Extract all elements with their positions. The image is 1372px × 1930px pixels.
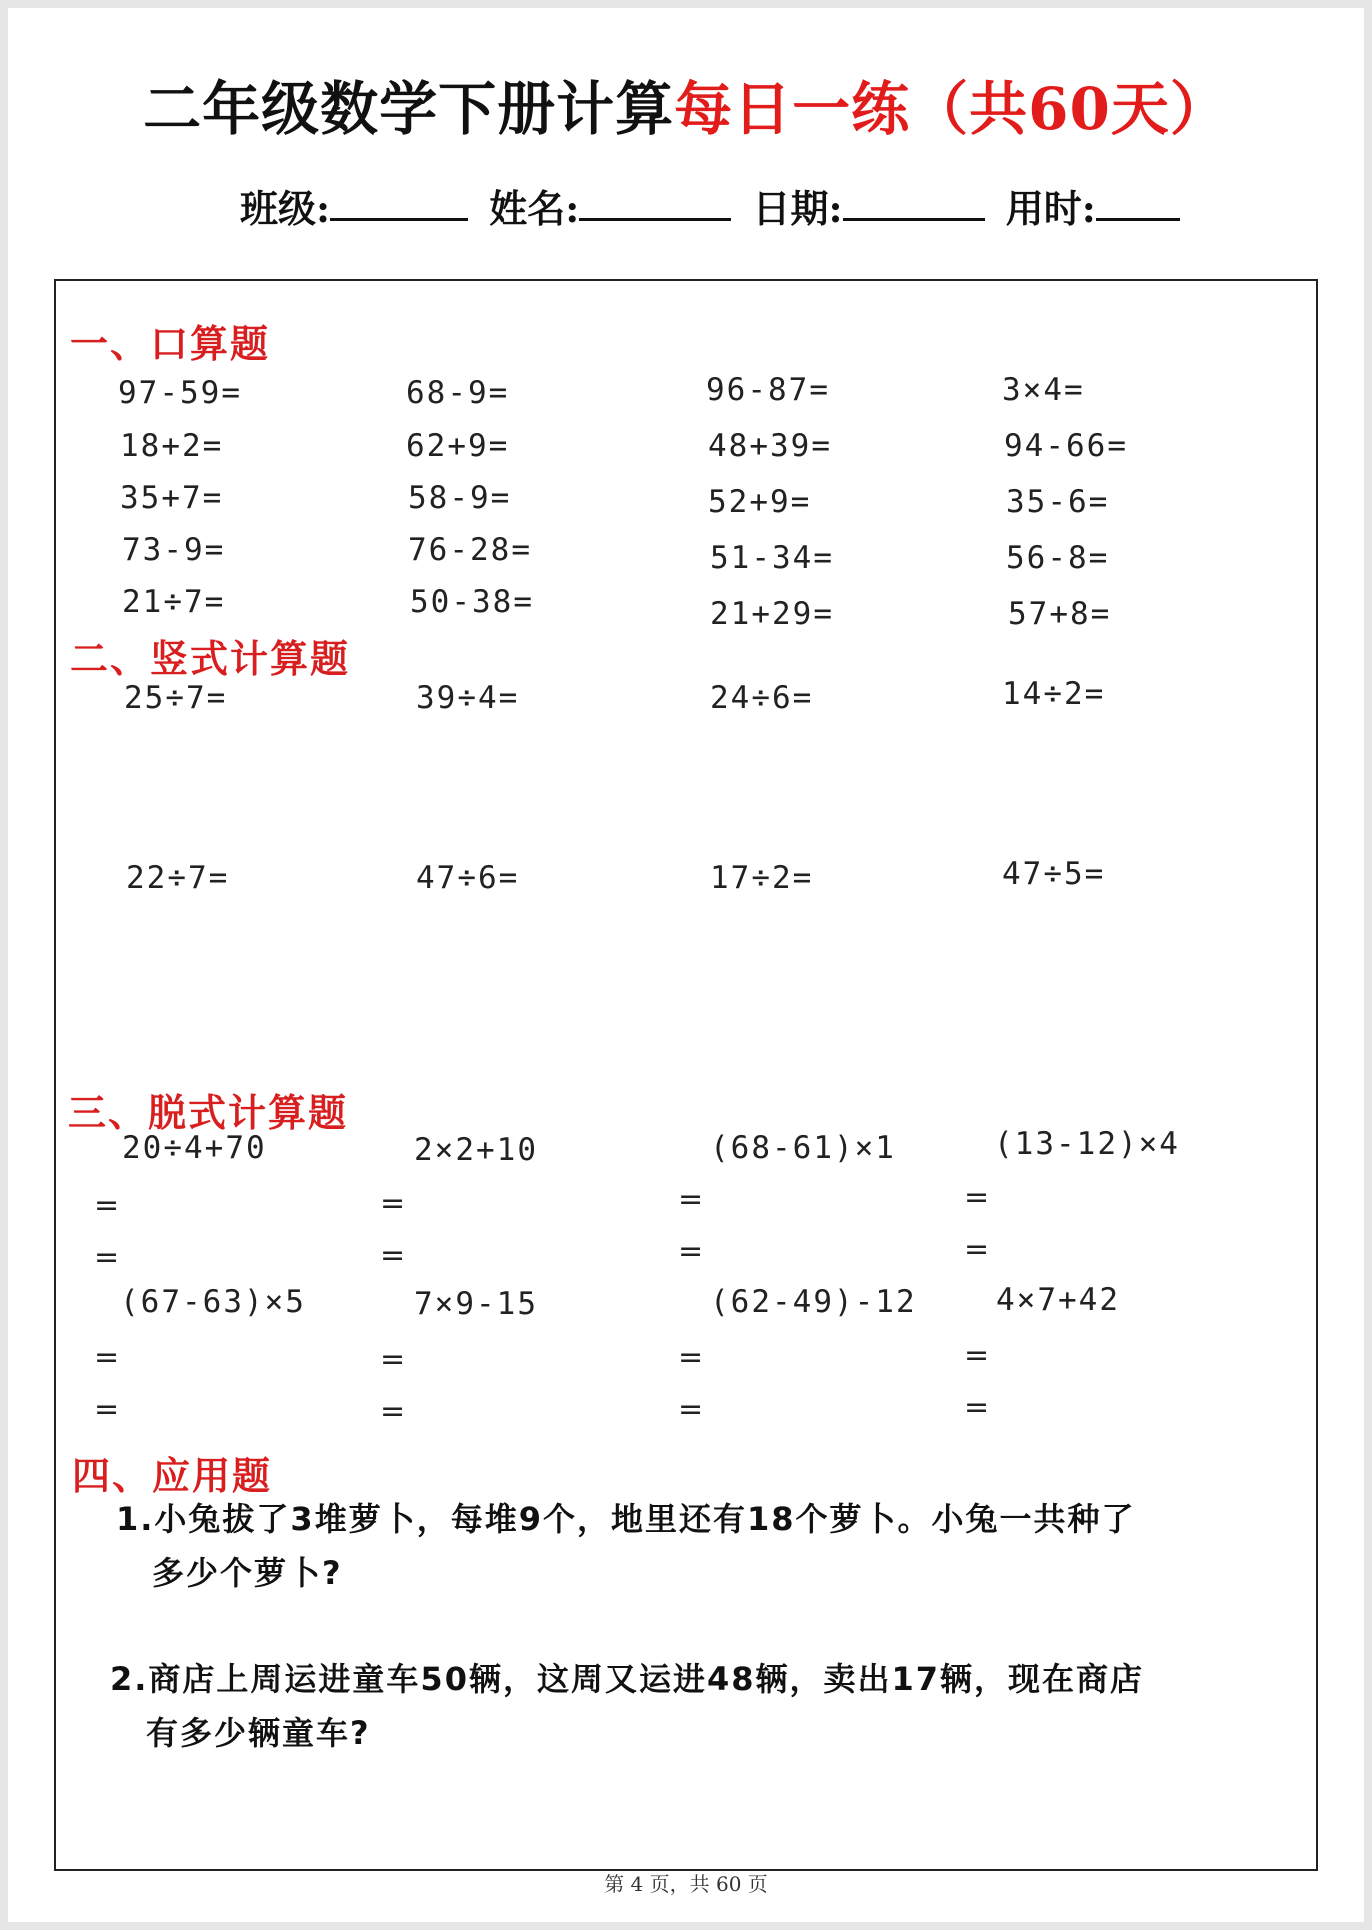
vertical-problem: 47÷6= [416, 860, 520, 896]
stepwise-problem: (68-61)×1 [710, 1130, 896, 1166]
date-label: 日期: [752, 186, 843, 231]
equals-sign: = [380, 1342, 406, 1377]
title-red: 每日一练（共60天） [674, 75, 1229, 143]
date-blank[interactable] [843, 178, 985, 221]
stepwise-problem: (13-12)×4 [994, 1126, 1180, 1162]
oral-problem: 57+8= [1008, 596, 1112, 632]
oral-problem: 68-9= [406, 375, 510, 411]
oral-problem: 62+9= [406, 428, 510, 464]
equals-sign: = [94, 1240, 120, 1275]
word-problem-1-line1: 1.小兔拔了3堆萝卜，每堆9个，地里还有18个萝卜。小兔一共种了 [116, 1500, 1136, 1538]
vertical-problem: 25÷7= [124, 680, 228, 716]
vertical-problem: 47÷5= [1002, 856, 1106, 892]
stepwise-problem: (67-63)×5 [120, 1284, 306, 1320]
vertical-problem: 22÷7= [126, 860, 230, 896]
class-blank[interactable] [330, 178, 468, 221]
date-field [753, 178, 985, 233]
oral-problem: 21+29= [710, 596, 834, 632]
equals-sign: = [678, 1392, 704, 1427]
stepwise-problem: 4×7+42 [996, 1282, 1120, 1318]
equals-sign: = [380, 1186, 406, 1221]
time-blank[interactable] [1096, 178, 1180, 221]
vertical-problem: 17÷2= [710, 860, 814, 896]
oral-problem: 48+39= [708, 428, 832, 464]
word-problem-1-line2: 多少个萝卜? [152, 1554, 343, 1592]
oral-problem: 56-8= [1006, 540, 1110, 576]
oral-problem: 35-6= [1006, 484, 1110, 520]
stepwise-problem: 7×9-15 [414, 1286, 538, 1322]
equals-sign: = [678, 1340, 704, 1375]
oral-problem: 73-9= [122, 532, 226, 568]
vertical-problem: 24÷6= [710, 680, 814, 716]
oral-problem: 97-59= [118, 375, 242, 411]
vertical-problem: 39÷4= [416, 680, 520, 716]
oral-problem: 76-28= [408, 532, 532, 568]
oral-problem: 51-34= [710, 540, 834, 576]
student-info-line [240, 178, 1188, 233]
class-label: 班级: [240, 186, 331, 231]
oral-problem: 96-87= [706, 372, 830, 408]
oral-problem: 50-38= [410, 584, 534, 620]
name-blank[interactable] [579, 178, 731, 221]
name-field [489, 178, 731, 233]
section-vertical-title: 二、竖式计算题 [70, 636, 351, 681]
equals-sign: = [94, 1188, 120, 1223]
oral-problem: 52+9= [708, 484, 812, 520]
page-footer: 第 4 页，共 60 页 [604, 1872, 768, 1896]
class-field [240, 178, 468, 233]
oral-problem: 3×4= [1002, 372, 1085, 408]
exercise-box [54, 279, 1318, 1871]
equals-sign: = [964, 1390, 990, 1425]
name-label: 姓名: [489, 186, 580, 231]
page-title [0, 62, 1372, 146]
stepwise-problem: (62-49)-12 [710, 1284, 917, 1320]
stepwise-problem: 2×2+10 [414, 1132, 538, 1168]
equals-sign: = [94, 1340, 120, 1375]
title-black: 二年级数学下册计算 [143, 75, 675, 143]
equals-sign: = [964, 1180, 990, 1215]
oral-problem: 58-9= [408, 480, 512, 516]
section-word-problem-title: 四、应用题 [72, 1453, 273, 1498]
vertical-problem: 14÷2= [1002, 676, 1106, 712]
oral-problem: 94-66= [1004, 428, 1128, 464]
word-problem-2-line1: 2.商店上周运进童车50辆，这周又运进48辆，卖出17辆，现在商店 [110, 1660, 1145, 1698]
oral-problem: 21÷7= [122, 584, 226, 620]
equals-sign: = [380, 1394, 406, 1429]
time-label: 用时: [1005, 186, 1096, 231]
section-stepwise-title: 三、脱式计算题 [68, 1090, 349, 1135]
equals-sign: = [964, 1232, 990, 1267]
equals-sign: = [678, 1234, 704, 1269]
section-oral-title: 一、口算题 [70, 321, 271, 366]
oral-problem: 35+7= [120, 480, 224, 516]
stepwise-problem: 20÷4+70 [122, 1130, 267, 1166]
equals-sign: = [380, 1238, 406, 1273]
equals-sign: = [94, 1392, 120, 1427]
oral-problem: 18+2= [120, 428, 224, 464]
time-field [1006, 178, 1180, 233]
equals-sign: = [678, 1182, 704, 1217]
word-problem-2-line2: 有多少辆童车? [146, 1714, 371, 1752]
equals-sign: = [964, 1338, 990, 1373]
